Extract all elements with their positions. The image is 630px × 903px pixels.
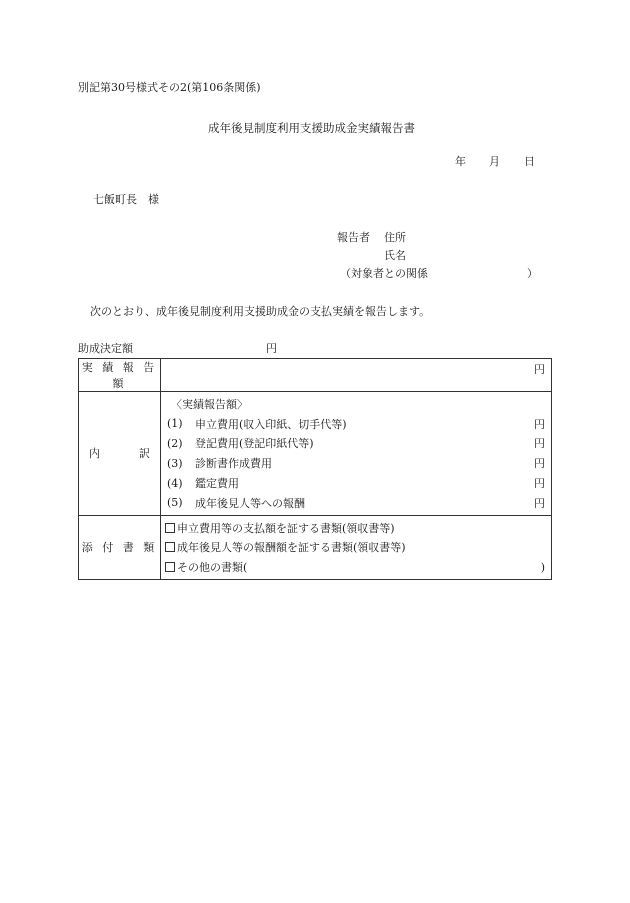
- breakdown-row: [79, 392, 552, 516]
- actual-amount-unit: 円: [534, 363, 545, 376]
- form-reference: 別記第30号様式その2(第106条関係): [78, 81, 261, 94]
- name-label: 氏名: [384, 249, 406, 262]
- breakdown-heading: 〈実績報告額〉: [171, 397, 248, 411]
- list-item: (5) 成年後見人等への報酬 円: [167, 496, 545, 510]
- checkbox-icon[interactable]: [165, 542, 175, 552]
- attachments-label: 添 付 書 類: [79, 515, 161, 579]
- list-item: (2) 登記費用(登記印紙代等) 円: [167, 436, 545, 451]
- report-table: [78, 358, 552, 580]
- checkbox-icon[interactable]: [165, 562, 175, 572]
- date-month-label: 月: [489, 155, 500, 168]
- relation-label: （対象者との関係: [340, 267, 428, 280]
- grant-amount-unit: 円: [266, 342, 277, 355]
- checkbox-icon[interactable]: [165, 523, 175, 533]
- list-item: (3) 診断書作成費用 円: [167, 456, 545, 471]
- address-label: 住所: [384, 231, 406, 244]
- list-item: (1) 申立費用(収入印紙、切手代等) 円: [167, 417, 545, 431]
- attachment-item: 成年後見人等の報酬額を証する書類(領収書等): [177, 541, 406, 555]
- body-text: 次のとおり、成年後見制度利用支援助成金の支払実績を報告します。: [90, 305, 431, 318]
- grant-amount-label: 助成決定額: [78, 342, 133, 355]
- addressee: 七飯町長 様: [93, 193, 159, 206]
- attachment-item: その他の書類(: [177, 561, 248, 575]
- document-title: 成年後見制度利用支援助成金実績報告書: [208, 121, 415, 135]
- list-item: (4) 鑑定費用 円: [167, 476, 545, 491]
- date-year-label: 年: [455, 155, 466, 168]
- actual-amount-row: [79, 359, 552, 392]
- actual-amount-label: 実 績 報 告 額: [79, 359, 161, 392]
- breakdown-cell: [161, 392, 552, 516]
- breakdown-label: 内 訳: [79, 392, 161, 516]
- attachment-item: 申立費用等の支払額を証する書類(領収書等): [177, 521, 395, 535]
- attachments-row: [79, 515, 552, 579]
- date-day-label: 日: [524, 155, 535, 168]
- reporter-label: 報告者: [337, 231, 370, 244]
- attachments-cell: [161, 515, 552, 579]
- relation-close: ）: [527, 267, 538, 280]
- actual-amount-cell: [161, 359, 552, 392]
- attachment-close: ): [540, 560, 545, 574]
